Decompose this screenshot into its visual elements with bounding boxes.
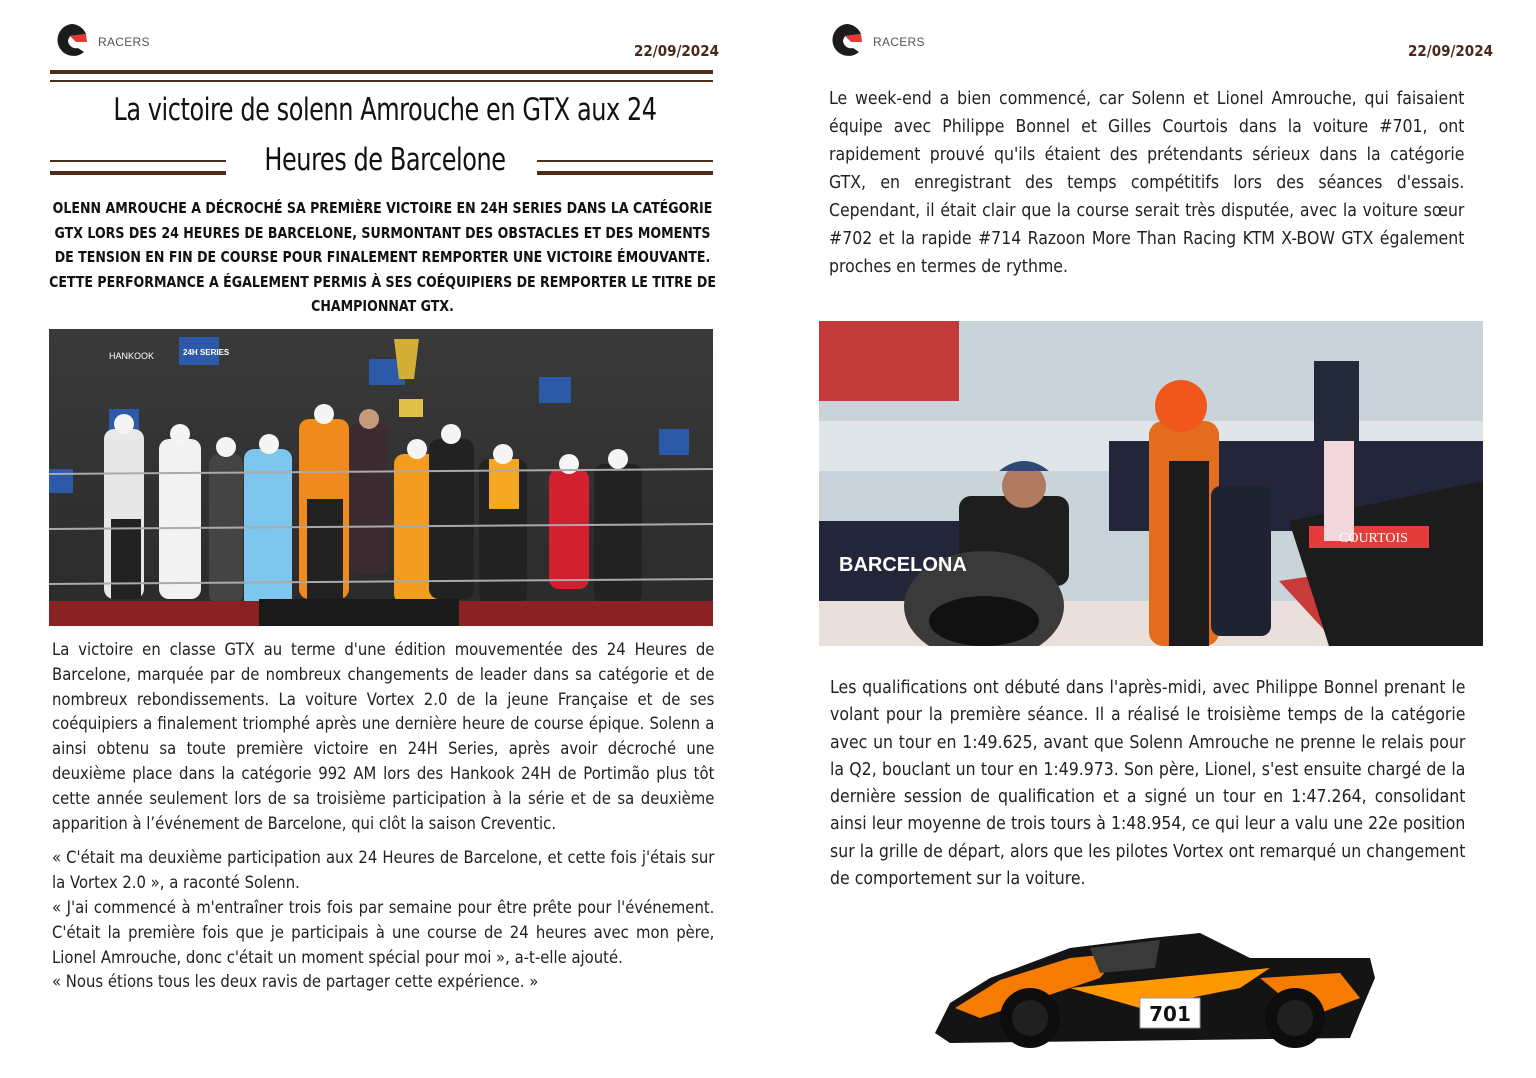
helmet-icon (54, 22, 90, 58)
podium-banner-text: 24H SERIES (183, 348, 230, 357)
issue-date: 22/09/2024 (634, 42, 719, 60)
article-title-line1: La victoire de solenn Amrouche en GTX aux 24 (113, 92, 657, 128)
brand-logo (54, 22, 150, 58)
car-illustration (920, 918, 1385, 1053)
paragraph: Le week-end a bien commencé, car Solenn et Lionel Amrouche, qui faisaient équipe avec Philippe Bonnel et Gilles Courtois dans la voiture #701, ont rapidement prouvé qu'ils étaient des prétendants sérieux dans la catégorie GTX, en enregistrant des temps compétitifs lors des séances d'essais. Cependant, il était clair que la course serait très disputée, avec la voiture sœur #702 et la rapide #714 Razoon More Than Racing KTM X-BOW GTX également proches en termes de rythme. (829, 89, 1465, 277)
article-body-left (52, 638, 714, 995)
article-lede: OLENN AMROUCHE A DÉCROCHÉ SA PREMIÈRE VICTOIRE EN 24H SERIES DANS LA CATÉGORIE GTX LORS DES 24 HEURES DE BARCELONE, SURMONTANT DES OBSTACLES ET DES MOMENTS DE TENSION EN FIN DE COURSE POUR FINALEMENT REMPORTER UNE VICTOIRE ÉMOUVANTE. CETTE PERFORMANCE A ÉGALEMENT PERMIS À SES COÉQUIPIERS DE REMPORTER LE TITRE DE CHAMPIONNAT GTX. (49, 199, 716, 315)
right-page (768, 0, 1536, 1078)
header-rule-thin (50, 80, 713, 82)
helmet-icon (829, 22, 865, 58)
podium-photo (49, 329, 713, 626)
article-body-right-2 (830, 675, 1465, 893)
pitlane-photo (819, 321, 1483, 646)
paragraph: Les qualifications ont débuté dans l'après-midi, avec Philippe Bonnel prenant le volant pour la première séance. Il a réalisé le troisième temps de la catégorie avec un tour en 1:49.625, avant que Solenn Amrouche ne prenne le relais pour la Q2, bouclant un tour en 1:49.973. Son père, Lionel, s'est ensuite chargé de la dernière session de qualification et a signé un tour en 1:47.264, consolidant ainsi leur moyenne de trois tours à 1:48.954, ce qui leur a valu une 22e position sur la grille de départ, alors que les pilotes Vortex ont remarqué un changement de comportement sur la voiture. (830, 678, 1466, 890)
quote: « J'ai commencé à m'entraîner trois fois par semaine pour être prête pour l'événement. C'était la première fois que je participais à une course de 24 heures avec mon père, Lionel Amrouche, donc c'était un moment spécial pour moi », a-t-elle ajouté. (52, 897, 715, 967)
title-rule-right-thin (537, 160, 713, 162)
pitlane-car-text: COURTOIS (1339, 531, 1408, 546)
brand-name: RACERS (873, 35, 925, 49)
issue-date: 22/09/2024 (1408, 42, 1493, 60)
article-title-line2: Heures de Barcelone (264, 142, 506, 178)
brand-name: RACERS (98, 35, 150, 49)
header-rule-thick (50, 70, 713, 74)
quote: « Nous étions tous les deux ravis de partager cette expérience. » (52, 972, 539, 992)
quote: « C'était ma deuxième participation aux 24 Heures de Barcelone, et cette fois j'étais sur la Vortex 2.0 », a raconté Solenn. (52, 848, 715, 893)
paragraph: La victoire en classe GTX au terme d'une édition mouvementée des 24 Heures de Barcelone, marquée par de nombreux changements de leader dans sa catégorie et de nombreux rebondissements. La voiture Vortex 2.0 de la jeune Française et de ses coéquipiers a finalement triomphé après une dernière heure de course épique. Solenn a ainsi obtenu sa toute première victoire en 24H Series, après avoir décroché une deuxième place dans la catégorie 992 AM lors des Hankook 24H de Portimão plus tôt cette année seulement lors de sa troisième participation à la série et de sa deuxième apparition à l’événement de Barcelone, qui clôt la saison Creventic. (52, 640, 715, 833)
article-body-right-1 (829, 85, 1464, 281)
car-number: 701 (1149, 1002, 1191, 1026)
brand-logo (829, 22, 925, 58)
podium-banner-text: HANKOOK (109, 351, 155, 361)
title-rule-right-thick (537, 171, 713, 175)
pitlane-banner-text: BARCELONA (839, 554, 967, 576)
